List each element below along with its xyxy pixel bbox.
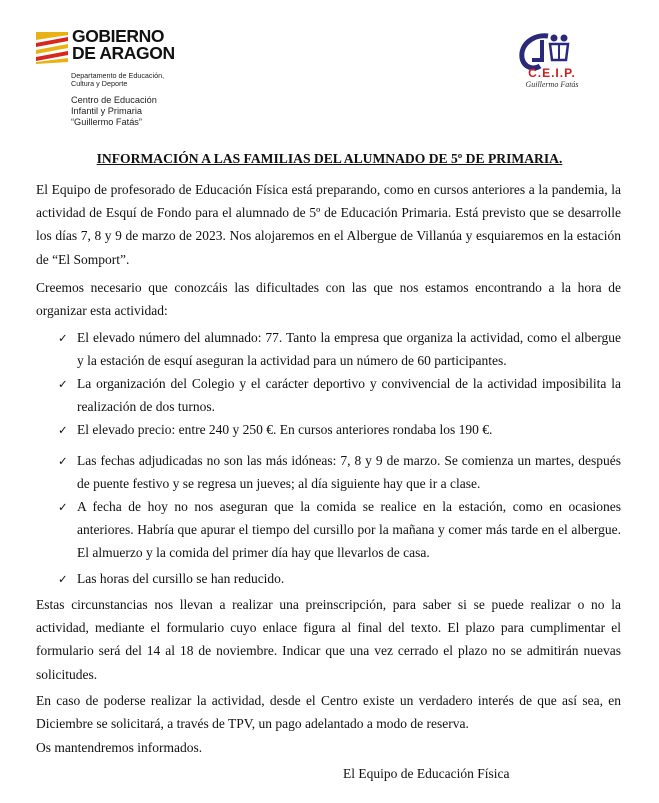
list-item: La organización del Colegio y el carácter deportivo y convivencial de la actividad imposibilita la realización de dos turnos. (77, 376, 621, 415)
signature: El Equipo de Educación Física (343, 766, 510, 781)
checkmark-icon: ✓ (58, 331, 68, 345)
list-item: Las fechas adjudicadas no son las más idóneas: 7, 8 y 9 de marzo. Se comienza un martes, después de puente festivo y se regresa un jueves; al día siguiente hay que ir a clase. (77, 453, 621, 492)
page-title: INFORMACIÓN A LAS FAMILIAS DEL ALUMNADO DE 5º DE PRIMARIA. (96, 151, 563, 166)
checkmark-icon: ✓ (58, 500, 68, 514)
list-item: El elevado precio: entre 240 y 250 €. En cursos anteriores rondaba los 190 €. (77, 422, 493, 437)
centro-label: Centro de Educación Infantil y Primaria “Guillermo Fatás” (71, 95, 157, 127)
list-item: Las horas del cursillo se han reducido. (77, 571, 285, 586)
list-item: El elevado número del alumnado: 77. Tanto la empresa que organiza la actividad, como el albergue y la estación de esquí aseguran la actividad para un número de 60 participantes. (77, 330, 621, 369)
payment-paragraph: En caso de poderse realizar la actividad, desde el Centro existe un verdadero interés de que así sea, en Diciembre se solicitará, a través de TPV, un pago adelantado a modo de reserva. (36, 693, 621, 732)
ceip-logo-subtitle: Guillermo Fatás (525, 80, 579, 89)
checkmark-icon: ✓ (58, 454, 68, 468)
department-label: Departamento de Educación, Cultura y Deporte (71, 71, 165, 88)
intro-paragraph: El Equipo de profesorado de Educación Física está preparando, como en cursos anteriores a la pandemia, la actividad de Esquí de Fondo para el alumnado de 5º de Educación Primaria. Está previsto que se desarrolle los días 7, 8 y 9 de marzo de 2023. Nos alojaremos en el Albergue de Villanúa y esquiaremos en la estación de “El Somport”. (36, 182, 621, 267)
difficulties-intro: Creemos necesario que conozcáis las dificultades con las que nos estamos encontrando a la hora de organizar esta actividad: (36, 280, 621, 319)
gobierno-aragon-logo (36, 28, 186, 72)
checkmark-icon: ✓ (58, 377, 68, 391)
ceip-logo-text: C.E.I.P. (528, 66, 576, 80)
aragon-flag-icon (36, 30, 68, 64)
checkmark-icon: ✓ (58, 572, 68, 586)
list-item: A fecha de hoy no nos aseguran que la comida se realice en la estación, como en ocasiones anteriores. Habría que apurar el tiempo del cursillo por la mañana y comer más tarde en el albergue. El almuerzo y la comida del primer día hay que llevarlos de casa. (77, 499, 621, 561)
checkmark-icon: ✓ (58, 423, 68, 437)
closing-line: Os mantendremos informados. (36, 740, 203, 755)
preinscription-paragraph: Estas circunstancias nos llevan a realizar una preinscripción, para saber si se puede realizar o no la actividad, mediante el formulario cuyo enlace figura al final del texto. El plazo para cumplimentar el formulario será del 14 al 18 de noviembre. Indicar que una vez cerrado el plazo no se admitirán nuevas solicitudes. (36, 597, 621, 682)
gov-logo-text: GOBIERNO DE ARAGON (72, 26, 175, 63)
